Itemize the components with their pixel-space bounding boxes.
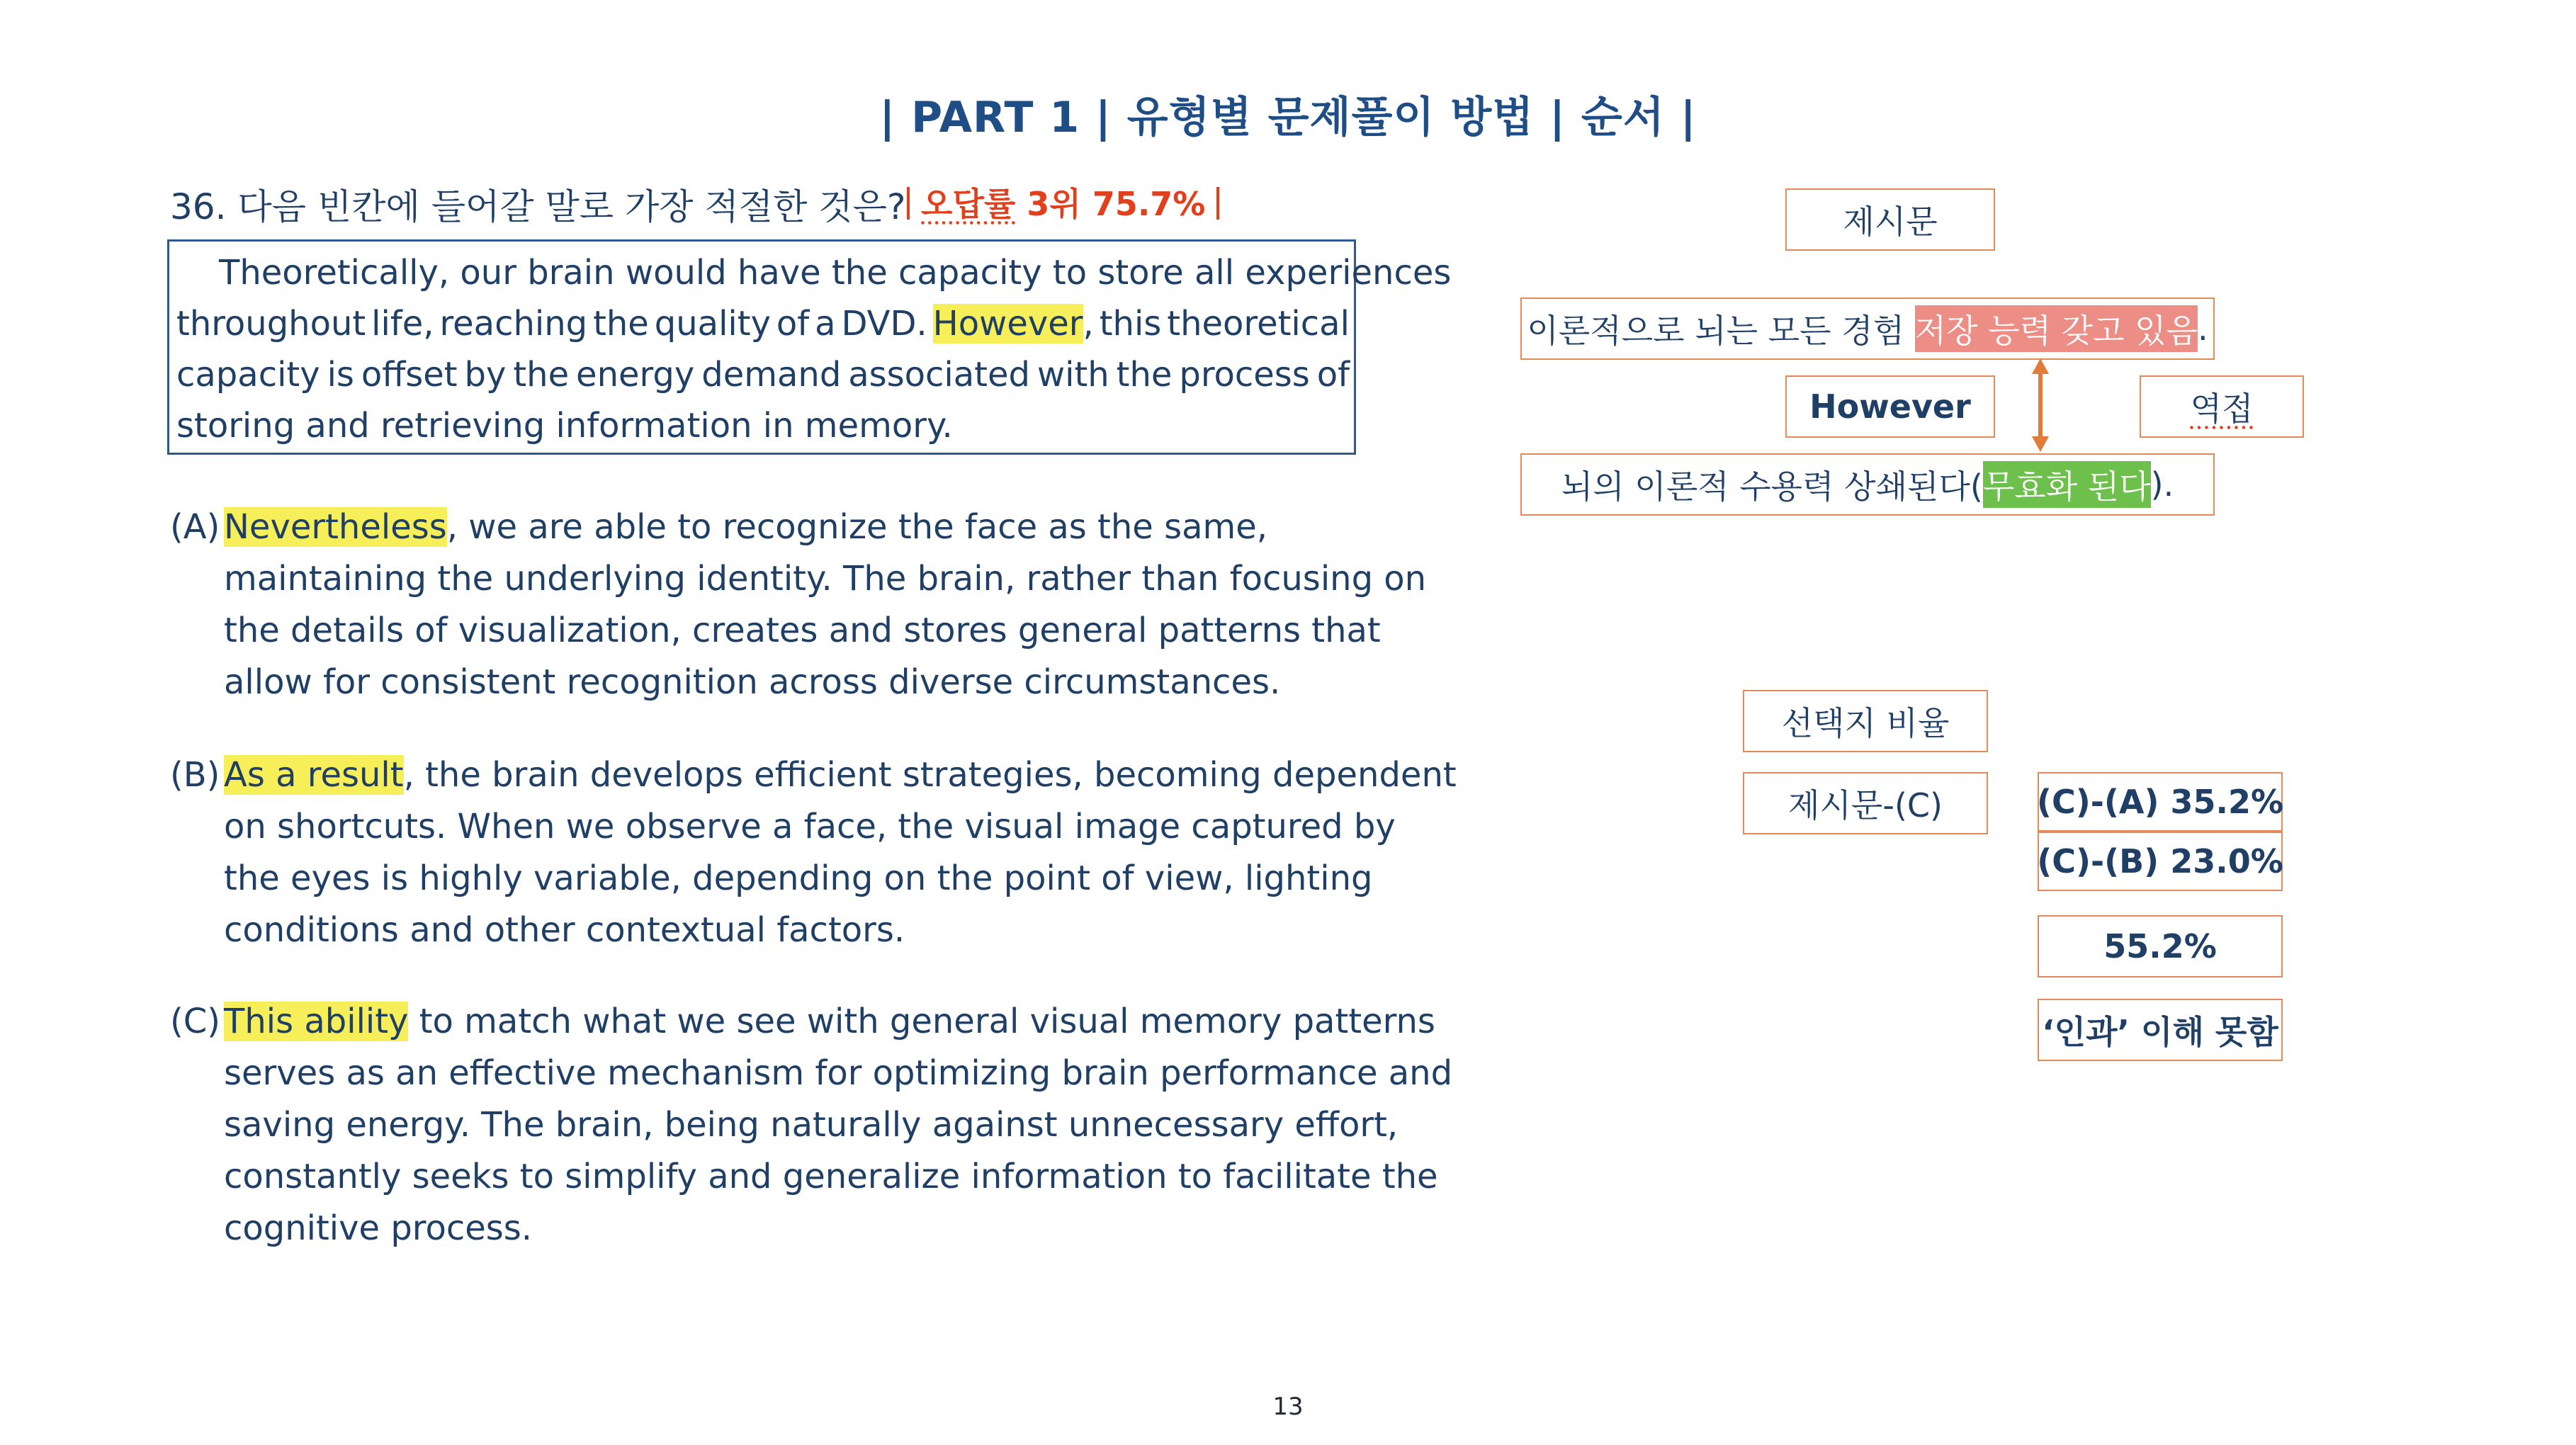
highlight-nevertheless: Nevertheless: [224, 507, 447, 547]
double-arrow-icon: [2026, 357, 2055, 453]
divider-bar: [907, 187, 910, 220]
slide-title: | PART 1 | 유형별 문제풀이 방법 | 순서 |: [879, 93, 1697, 142]
causal-box: ‘인과’ 이해 못함: [2038, 999, 2283, 1061]
option-b-line-4: conditions and other contextual factors.: [224, 910, 905, 950]
passage-c-box: 제시문-(C): [1743, 772, 1988, 834]
option-b-label: (B): [170, 755, 220, 795]
option-a-line-3: the details of visualization, creates and stores general patterns that: [224, 611, 1381, 650]
reversal-label: 역접: [2190, 390, 2254, 428]
passage-line-1: Theoretically, our brain would have the capacity to store all experiences: [219, 253, 1452, 293]
choice-ratio-box: 선택지 비율: [1743, 690, 1988, 752]
sentence-2-box: 뇌의 이론적 수용력 상쇄된다( 무효화 된다 ).: [1520, 453, 2215, 516]
highlight-this-ability: This ability: [224, 1002, 409, 1041]
highlight-nullified: 무효화 된다: [1983, 461, 2151, 508]
ratio-c-a-box: (C)-(A) 35.2%: [2038, 772, 2283, 832]
option-a-line-2: maintaining the underlying identity. The brain, rather than focusing on: [224, 559, 1427, 599]
option-c-line-5: cognitive process.: [224, 1208, 533, 1248]
sentence-1-box: 이론적으로 뇌는 모든 경험 저장 능력 갖고 있음 .: [1520, 298, 2215, 360]
highlight-storage-capacity: 저장 능력 갖고 있음: [1915, 305, 2198, 352]
option-c-label: (C): [170, 1002, 220, 1041]
page-number: 13: [1272, 1393, 1304, 1421]
ratio-c-b-box: (C)-(B) 23.0%: [2038, 832, 2283, 891]
option-c-line-2: serves as an effective mechanism for optimizing brain performance and: [224, 1053, 1453, 1093]
label-passage-box: 제시문: [1785, 188, 1995, 251]
however-box: However: [1785, 375, 1995, 438]
question-text: 36. 다음 빈칸에 들어갈 말로 가장 적절한 것은?: [170, 186, 906, 227]
option-c-line-4: constantly seeks to simplify and generalize information to facilitate the: [224, 1157, 1438, 1196]
option-b-line-3: the eyes is highly variable, depending on the point of view, lighting: [224, 858, 1373, 898]
wrong-rate-percent: 75.7%: [1092, 185, 1206, 223]
option-c-line-3: saving energy. The brain, being naturally against unnecessary effort,: [224, 1105, 1399, 1145]
reversal-box: [2140, 375, 2304, 438]
passage-line-3: capacity is offset by the energy demand associated with the process of: [176, 355, 1350, 395]
wrong-rate-badge: [907, 178, 1219, 225]
option-b-line-1: As a result, the brain develops efficient strategies, becoming dependent: [224, 755, 1457, 795]
option-b-line-2: on shortcuts. When we observe a face, the visual image captured by: [224, 807, 1396, 846]
passage-line-4: storing and retrieving information in memory.: [176, 406, 953, 446]
divider-bar: [1216, 187, 1219, 220]
passage-box: [167, 239, 1452, 455]
option-a-line-1: Nevertheless, we are able to recognize the face as the same,: [224, 507, 1268, 547]
wrong-rate-label: 오답률: [921, 185, 1016, 223]
option-c-line-1: This ability to match what we see with general visual memory patterns: [224, 1002, 1435, 1041]
passage-line-2: throughout life, reaching the quality of a DVD. However, this theoretical: [176, 304, 1350, 344]
highlight-as-a-result: As a result: [224, 755, 404, 795]
option-a-line-4: allow for consistent recognition across diverse circumstances.: [224, 662, 1281, 702]
wrong-rate-rank: 3위: [1027, 185, 1081, 223]
option-a-label: (A): [170, 507, 220, 547]
highlight-however: However: [932, 304, 1083, 344]
total-ratio-box: 55.2%: [2038, 915, 2283, 978]
